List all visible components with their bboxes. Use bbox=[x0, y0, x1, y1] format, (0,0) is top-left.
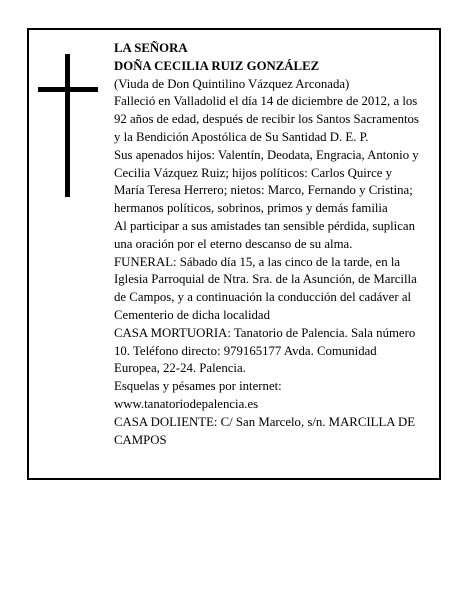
widow-of: (Viuda de Don Quintilino Vázquez Arconada) bbox=[114, 76, 350, 91]
online-condolences: Esquelas y pésames por internet: www.tanatoriodepalencia.es bbox=[114, 379, 282, 411]
deceased-name: DOÑA CECILIA RUIZ GONZÁLEZ bbox=[114, 58, 320, 73]
funeral-info: FUNERAL: Sábado día 15, a las cinco de la tarde, en la Iglesia Parroquial de Ntra. Sra. de la Asunción, de Marcilla de Campos, y a continuación la conducción del cadáver al Cementerio de dicha localidad bbox=[114, 254, 417, 322]
mourning-house: CASA DOLIENTE: C/ San Marcelo, s/n. MARCILLA DE CAMPOS bbox=[114, 414, 416, 447]
heading: LA SEÑORA bbox=[114, 41, 188, 55]
family-list: Sus apenados hijos: Valentín, Deodata, Engracia, Antonio y Cecilia Vázquez Ruiz; hijos políticos: Carlos Quirce y María Teresa Herrero; nietos: Marco, Fernando y Cristina; hermanos políticos, sobrinos, primos y demás familia bbox=[114, 147, 419, 216]
cross-horizontal-bar bbox=[38, 87, 98, 92]
obituary-text bbox=[114, 40, 424, 449]
death-announcement: Falleció en Valladolid el día 14 de diciembre de 2012, a los 92 años de edad, después de recibir los Santos Sacramentos y la Bendición Apostólica de Su Santidad D. E. P. bbox=[114, 94, 419, 144]
cross-vertical-bar bbox=[65, 54, 70, 197]
mortuary-info: CASA MORTUORIA: Tanatorio de Palencia. Sala número 10. Teléfono directo: 979165177 Avda. Comunidad Europea, 22-24. Palencia. bbox=[114, 325, 416, 376]
prayer-request: Al participar a sus amistades tan sensible pérdida, suplican una oración por el eterno descanso de su alma. bbox=[114, 218, 415, 251]
